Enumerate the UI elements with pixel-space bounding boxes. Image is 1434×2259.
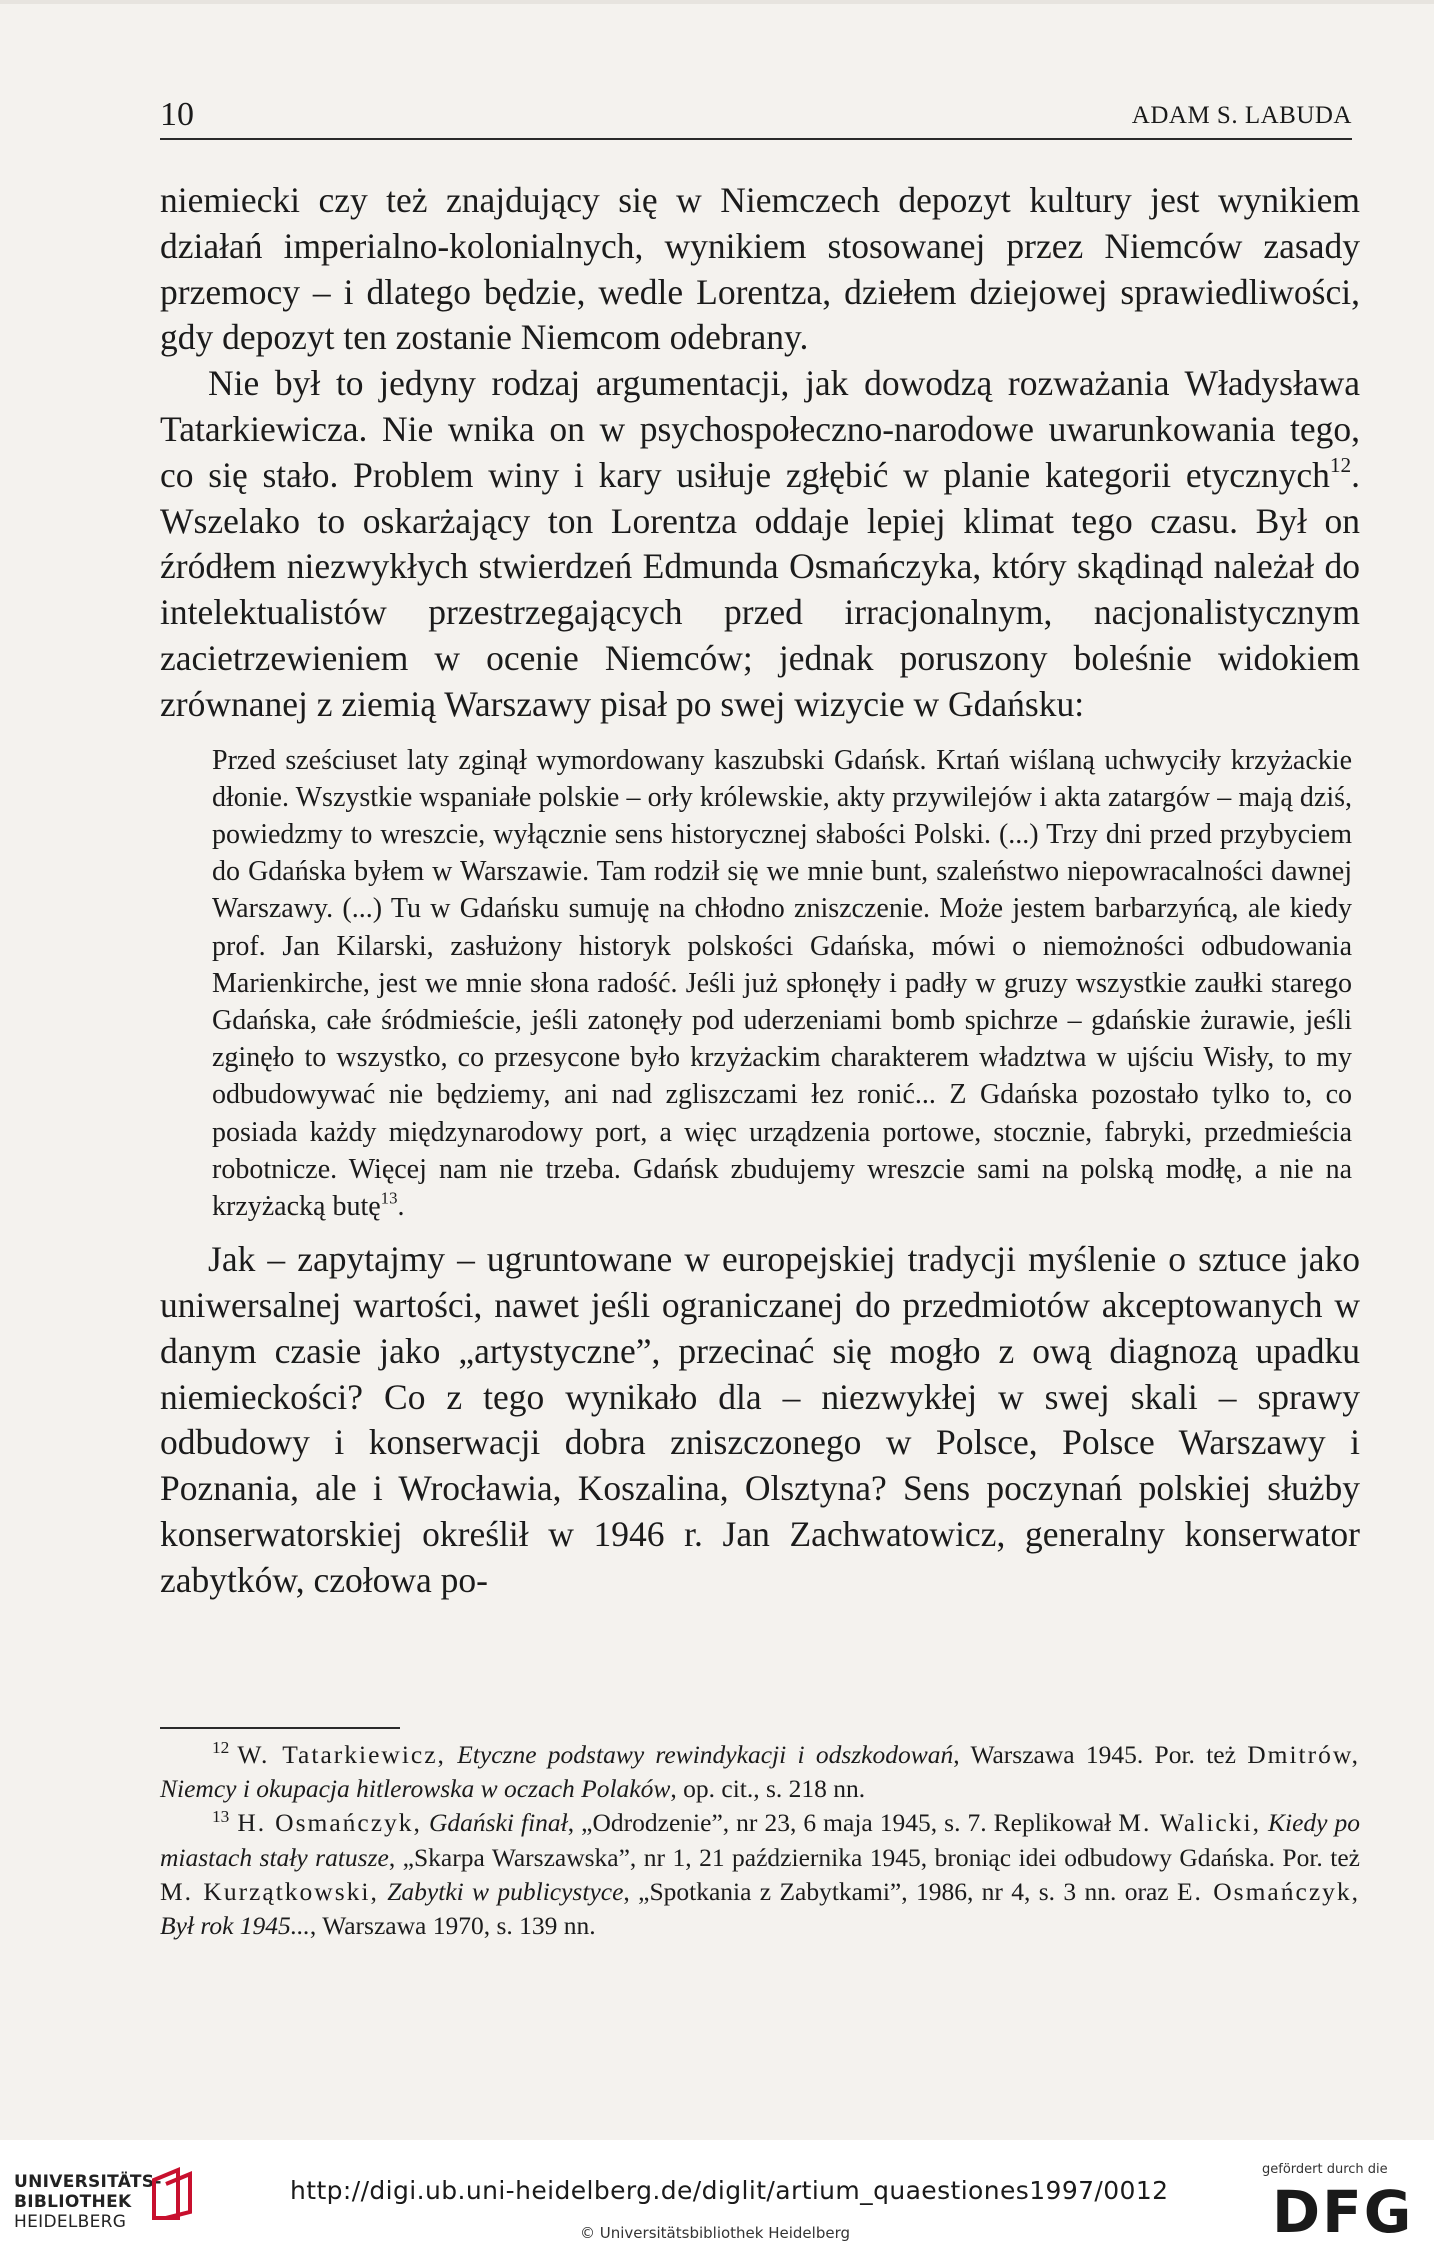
- copyright-notice: © Universitätsbibliothek Heidelberg: [580, 2224, 851, 2242]
- body-text: [160, 178, 1360, 1604]
- footnote-ref-12[interactable]: 12: [1329, 452, 1352, 477]
- footnote-ref-13[interactable]: 13: [380, 1188, 398, 1208]
- footnote-12: [160, 1738, 1360, 1806]
- footnote-text: , „Odrodzenie”, nr 23, 6 maja 1945, s. 7. Replikował: [567, 1808, 1119, 1838]
- footnote-text: , op. cit., s. 218 nn.: [670, 1774, 866, 1804]
- footnote-text: , Warszawa 1945. Por. też: [953, 1740, 1248, 1769]
- footnote-title: Kiedy po miastach stały ratusze: [160, 1808, 1361, 1872]
- footnote-title: Był rok 1945...: [160, 1911, 310, 1941]
- footnote-text: , „Skarpa Warszawska”, nr 1, 21 października 1945, broniąc idei odbudowy Gdańska. Por. też: [388, 1842, 1360, 1872]
- footnote-title: Gdański finał: [428, 1808, 568, 1838]
- permalink-url[interactable]: http://digi.ub.uni-heidelberg.de/diglit/artium_quaestiones1997/0012: [290, 2176, 1169, 2205]
- footnote-title: Niemcy i okupacja hitlerowska w oczach Polaków: [160, 1774, 671, 1804]
- running-head: [160, 94, 1352, 140]
- paragraph-1: niemiecki czy też znajdujący się w Niemczech depozyt kultury jest wynikiem działań imperialno-kolonialnych, wynikiem stosowanej przez Niemców zasady przemocy – i dlatego będzie, wedle Lorentza, dziełem dziejowej sprawiedliwości, gdy depozyt ten zostanie Niemcom odebrany.: [160, 180, 1360, 358]
- library-name-line-2: BIBLIOTHEK: [14, 2192, 132, 2212]
- running-head-author: ADAM S. LABUDA: [1131, 102, 1352, 129]
- paragraph-2-text-b: . Wszelako to oskarżający ton Lorentza oddaje lepiej klimat tego czasu. Był on źródłem niezwykłych stwierdzeń Edmunda Osmańczyka, który skądinąd należał do intelektualistów przestrzegających przed irracjonalnym, nacjonalistycznym zacietrzewieniem w ocenie Niemców; jednak poruszony boleśnie widokiem zrównanej z ziemią Warszawy pisał po swej wizycie w Gdańsku:: [160, 454, 1360, 724]
- library-name[interactable]: [14, 2172, 162, 2232]
- footnote-author: E. Osmańczyk,: [1176, 1876, 1361, 1906]
- footnote-author: M. Walicki,: [1118, 1808, 1261, 1838]
- paragraph-2-text-a: Nie był to jedyny rodzaj argumentacji, jak dowodzą rozważania Władysława Tatarkiewicza. Nie wnika on w psychospołeczno-narodowe uwarunkowania tego, co się stało. Problem winy i kary usiłuje zgłębić w planie kategorii etycznych: [160, 363, 1360, 495]
- footnote-number: 13: [212, 1806, 230, 1826]
- library-name-line-1: UNIVERSITÄTS-: [14, 2172, 162, 2192]
- footnote-text: , Warszawa 1970, s. 139 nn.: [309, 1911, 596, 1941]
- footnote-author: H. Osmańczyk,: [237, 1808, 422, 1838]
- footnote-author: M. Kurzątkowski,: [160, 1876, 379, 1906]
- footnote-title: Zabytki w publicystyce: [387, 1876, 624, 1906]
- footnote-text: , „Spotkania z Zabytkami”, 1986, nr 4, s. 3 nn. oraz: [623, 1876, 1177, 1906]
- dfg-logo-text: DFG: [1272, 2180, 1414, 2238]
- footnote-title: Etyczne podstawy rewindykacji i odszkodowań: [457, 1740, 954, 1769]
- dfg-logo[interactable]: [1270, 2180, 1416, 2238]
- block-quote-text: Przed sześciuset laty zginął wymordowany kaszubski Gdańsk. Krtań wiślaną uchwyciły krzyżackie dłonie. Wszystkie wspaniałe polskie – orły królewskie, akty przywilejów i akta zatargów – mają dziś, powiedzmy to wreszcie, wyłącznie sens historycznej słabości Polski. (...) Trzy dni przed przybyciem do Gdańska byłem w Warszawie. Tam rodził się we mnie bunt, szaleństwo niepowracalności dawnej Warszawy. (...) Tu w Gdańsku sumuję na chłodno zniszczenie. Może jestem barbarzyńcą, ale kiedy prof. Jan Kilarski, zasłużony historyk polskości Gdańska, mówi o niemożności odbudowania Marienkirche, jest we mnie słona radość. Jeśli już spłonęły i padły w gruzy wszystkie zaułki starego Gdańska, całe śródmieście, jeśli zatonęły pod uderzeniami bomb spichrze – gdańskie żurawie, jeśli zginęło to wszystko, co przesycone było krzyżackim charakterem władztwa w ujściu Wisły, to my odbudowywać nie będziemy, ani nad zgliszczami łez ronić... Z Gdańska pozostało tylko to, co posiada każdy międzynarodowy port, a więc urządzenia portowe, stocznie, fabryki, przedmieścia robotnicze. Więcej nam nie trzeba. Gdańsk zbudujemy wreszcie sami na polską modłę, a nie na krzyżacką butę: [212, 744, 1352, 1222]
- page-number: 10: [160, 96, 194, 133]
- footnote-author: W. Tatarkiewicz,: [237, 1740, 446, 1769]
- footnote-divider: [160, 1727, 400, 1729]
- block-quote-end: .: [397, 1191, 405, 1222]
- paragraph-3: Jak – zapytajmy – ugruntowane w europejskiej tradycji myślenie o sztuce jako uniwersalnej wartości, nawet jeśli ograniczanej do przedmiotów akceptowanych w danym czasie jako „artystyczne”, przecinać się mogło z ową diagnozą upadku niemieckości? Co z tego wynikało dla – niezwykłej w swej skali – sprawy odbudowy i konserwacji dobra zniszczonego w Polsce, Polsce Warszawy i Poznania, ale i Wrocławia, Koszalina, Olsztyna? Sens poczynań polskiej służby konserwatorskiej określił w 1946 r. Jan Zachwatowicz, generalny konserwator zabytków, czołowa po-: [160, 1239, 1360, 1600]
- library-logo-icon: [148, 2166, 196, 2222]
- block-quote: [212, 742, 1352, 1226]
- page-edge: [0, 0, 1434, 4]
- paragraph-2: [160, 361, 1360, 727]
- library-city: HEIDELBERG: [14, 2212, 127, 2232]
- footnote-13: [160, 1806, 1360, 1943]
- footnote-author: Dmitrów,: [1247, 1740, 1361, 1769]
- funding-label: gefördert durch die: [1262, 2162, 1388, 2177]
- digitization-footer: [0, 2140, 1434, 2259]
- footnotes: [160, 1738, 1360, 1943]
- footnote-number: 12: [212, 1738, 230, 1758]
